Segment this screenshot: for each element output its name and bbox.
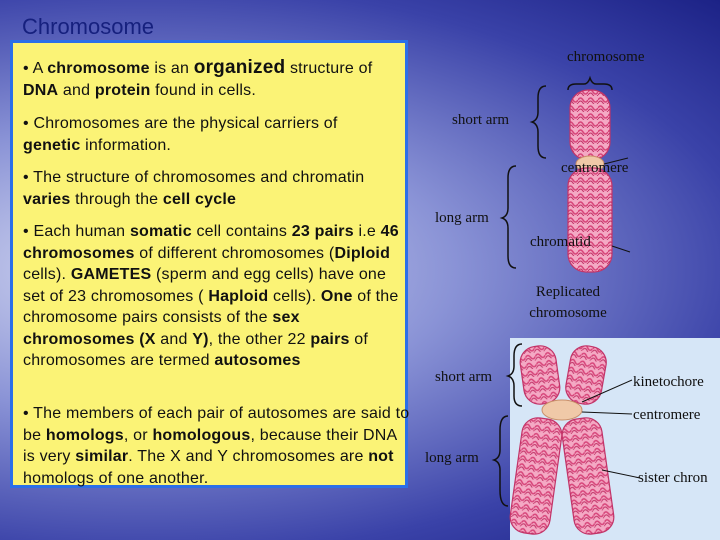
label-replicated-chromosome: Replicated chromosome (529, 284, 607, 321)
emphasis-text: DNA (23, 81, 59, 99)
label-centromere-bottom: centromere (633, 407, 701, 423)
centromere-replicated (542, 400, 582, 420)
label-kinetochore: kinetochore (633, 374, 704, 390)
chromosome-diagram (418, 40, 720, 540)
paragraph-diploid-haploid: • Each human somatic cell contains 23 pairs i.e 46 chromosomes of different chromosomes (Diploid cells). GAMETES (sperm and egg cells) have one set of 23 chromosomes ( Haploid cells). One of the chromosome pairs consists of the sex chromosomes (X and Y), the other 22 pairs of chromosomes are termed autosomes (23, 223, 399, 369)
chromosome-top-brace (568, 78, 612, 90)
emphasis-text: varies (23, 190, 71, 208)
emphasis-text: homologous (152, 426, 251, 444)
emphasis-text: GAMETES (70, 266, 152, 283)
label-short-arm-bottom: short arm (435, 369, 493, 385)
label-chromatid: chromatid (530, 234, 591, 250)
paragraph-definition: • A chromosome is an organized structure of DNA and protein found in cells. (23, 57, 373, 99)
emphasis-text: not (368, 448, 394, 465)
label-long-arm-top: long arm (435, 210, 489, 226)
sister-chromatid-left-top (518, 344, 562, 406)
replicated-chromosome (508, 343, 616, 536)
emphasis-text: sex chromosomes (X (23, 309, 300, 348)
emphasis-text: chromosome (47, 60, 150, 77)
sister-chromatid-right-bottom (560, 416, 616, 536)
centromere-pointer-bottom (582, 412, 632, 414)
long-arm-brace-bottom (494, 416, 508, 506)
emphasis-text: 23 pairs (291, 223, 354, 240)
emphasis-text: cell cycle (162, 190, 237, 208)
sister-chromatid-right-top (563, 343, 609, 406)
emphasis-text: Haploid (208, 287, 269, 305)
paragraph-carriers: • Chromosomes are the physical carriers of genetic information. (23, 115, 338, 154)
emphasis-text: autosomes (214, 352, 301, 369)
chromatid-pointer (612, 246, 630, 252)
label-short-arm-top: short arm (452, 112, 510, 128)
emphasis-text: protein (94, 81, 151, 99)
label-centromere-top: centromere (561, 160, 629, 176)
label-sister-chromatids: sister chron (638, 470, 708, 486)
sister-chromatid-left-bottom (508, 416, 564, 536)
short-arm-chromatin (570, 90, 610, 160)
emphasis-text: 46 chromosomes (23, 223, 399, 262)
label-long-arm-bottom: long arm (425, 450, 479, 466)
paragraph-cell-cycle: • The structure of chromosomes and chromatin varies through the cell cycle (23, 169, 365, 208)
slide-title: Chromosome (22, 14, 155, 39)
emphasis-text: homologs (45, 426, 124, 444)
long-arm-brace (502, 166, 516, 268)
emphasis-text: similar (75, 448, 129, 465)
label-chromosome: chromosome (567, 49, 645, 65)
emphasis-text: genetic (23, 136, 81, 154)
paragraph-homologs: • The members of each pair of autosomes are said to be homologs, or homologous, because their DNA is very similar. The X and Y chromosomes are not homologs of one another. (23, 405, 410, 487)
short-arm-brace (532, 86, 546, 158)
emphasis-text: One (320, 287, 353, 305)
long-arm-chromatin (568, 168, 612, 272)
text-panel (10, 40, 408, 488)
emphasis-text: pairs (310, 330, 350, 348)
emphasis-text: Diploid (334, 244, 391, 262)
short-arm-brace-bottom (508, 344, 522, 406)
emphasis-text: somatic (129, 223, 192, 240)
emphasis-text: Y) (192, 330, 209, 348)
emphasis-large-text: organized (193, 57, 286, 78)
